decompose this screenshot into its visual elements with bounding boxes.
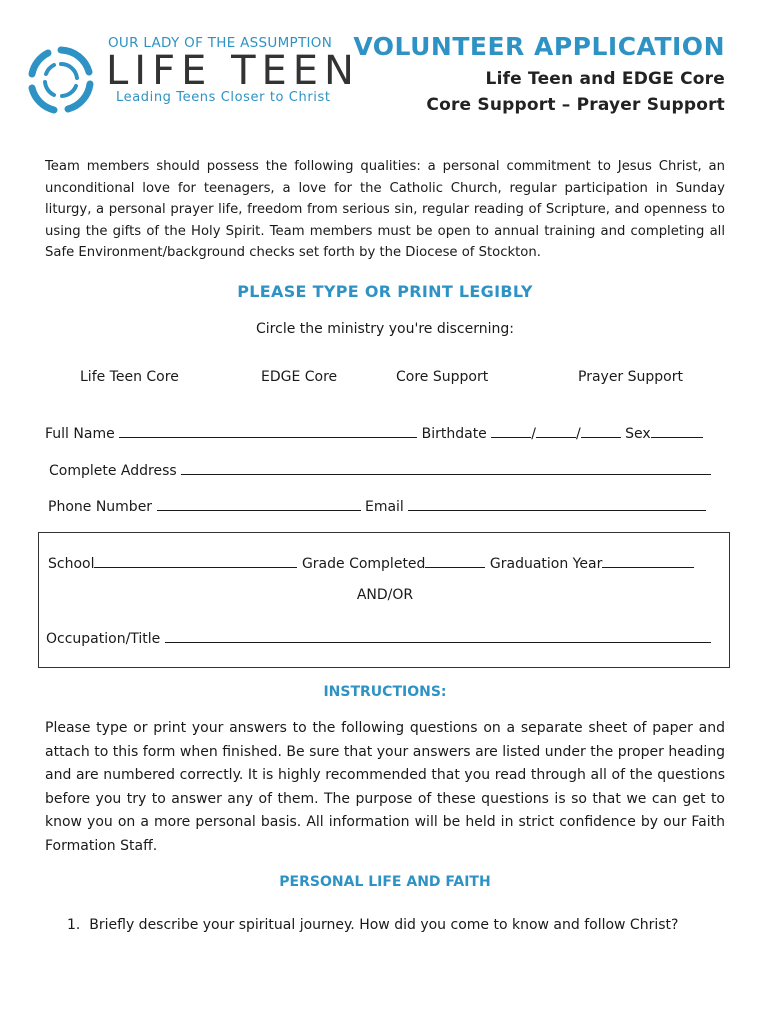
intro-paragraph: Team members should possess the following qualities: a personal commitment to Jesus Christ, an unconditional love for teenagers, a love for the Catholic Church, regular participation in Sunday liturgy, a personal prayer life, freedom from serious sin, regular reading of Scripture, and openness to using the gifts of the Holy Spirit. Team members must be open to annual training and completing all Safe Environment/background checks set forth by the Diocese of Stockton. — [45, 159, 725, 261]
grad-year-label: Graduation Year — [489, 556, 603, 572]
sex-label: Sex — [625, 426, 651, 442]
logo-tagline: Leading Teens Closer to Christ — [116, 90, 331, 105]
ministry-option-edge-core[interactable]: EDGE Core — [261, 369, 338, 385]
grad-year-field[interactable] — [602, 553, 694, 568]
parish-name: OUR LADY OF THE ASSUMPTION — [108, 35, 333, 51]
date-slash: / — [575, 426, 581, 442]
occupation-field[interactable] — [165, 628, 711, 643]
ministry-option-life-teen-core[interactable]: Life Teen Core — [80, 369, 179, 385]
full-name-field[interactable] — [119, 423, 417, 438]
occupation-label: Occupation/Title — [46, 631, 161, 647]
school-field[interactable] — [94, 553, 297, 568]
logo-wordmark: LIFE TEEN — [106, 48, 360, 94]
address-row — [49, 460, 711, 479]
grade-field[interactable] — [425, 553, 485, 568]
print-legibly-heading: PLEASE TYPE OR PRINT LEGIBLY — [237, 282, 533, 301]
birth-year-field[interactable] — [581, 423, 621, 438]
question-text: Briefly describe your spiritual journey. How did you come to know and follow Christ? — [89, 917, 679, 933]
email-label: Email — [364, 499, 404, 515]
question-item — [67, 917, 678, 933]
name-birth-row — [45, 423, 703, 442]
school-label: School — [48, 556, 95, 572]
phone-field[interactable] — [157, 496, 361, 511]
phone-label: Phone Number — [48, 499, 153, 515]
sex-field[interactable] — [651, 423, 703, 438]
section-heading-personal-life: PERSONAL LIFE AND FAITH — [279, 874, 491, 890]
email-field[interactable] — [408, 496, 706, 511]
instructions-heading: INSTRUCTIONS: — [323, 684, 447, 700]
occupation-row — [46, 628, 711, 647]
form-subtitle-1: Life Teen and EDGE Core — [485, 69, 725, 89]
instructions-paragraph: Please type or print your answers to the following questions on a separate sheet of paper and attach to this form when finished. Be sure that your answers are listed under the proper heading and are numbered correctly. It is highly recommended that you read through all of the questions before you try to answer any of them. The purpose of these questions is so that we can get to know you on a more personal basis. All information will be held in strict confidence by our Faith Formation Staff. — [45, 720, 725, 854]
form-title: VOLUNTEER APPLICATION — [353, 32, 725, 61]
school-row — [48, 553, 694, 572]
discern-instruction: Circle the ministry you're discerning: — [256, 321, 514, 337]
ministry-option-prayer-support[interactable]: Prayer Support — [578, 369, 683, 385]
grade-label: Grade Completed — [301, 556, 426, 572]
ministry-option-core-support[interactable]: Core Support — [396, 369, 489, 385]
and-or-label: AND/OR — [356, 587, 414, 603]
birthdate-label: Birthdate — [421, 426, 487, 442]
address-field[interactable] — [181, 460, 711, 475]
question-number: 1. — [67, 917, 81, 933]
full-name-label: Full Name — [45, 426, 115, 442]
address-label: Complete Address — [49, 463, 177, 479]
birth-month-field[interactable] — [491, 423, 531, 438]
phone-email-row — [48, 496, 706, 515]
birth-day-field[interactable] — [536, 423, 576, 438]
date-slash: / — [531, 426, 536, 442]
form-subtitle-2: Core Support – Prayer Support — [426, 95, 725, 115]
life-teen-logo-icon — [26, 44, 96, 116]
